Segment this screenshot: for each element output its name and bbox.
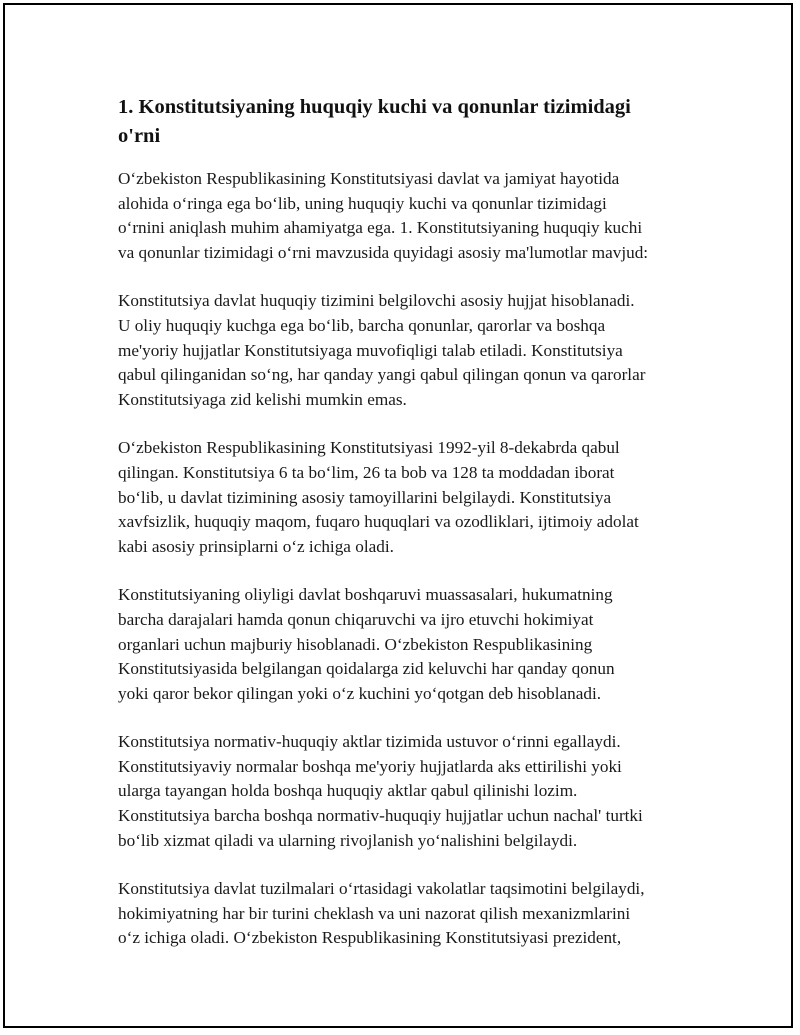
paragraph-line: kabi asosiy prinsiplarni o‘z ichiga oladi. — [118, 536, 394, 556]
paragraph-line: me'yoriy hujjatlar Konstitutsiyaga muvofiqligi talab etiladi. Konstitutsiya — [118, 340, 623, 360]
paragraph-line: yoki qaror bekor qilingan yoki o‘z kuchini yo‘qotgan deb hisoblanadi. — [118, 683, 602, 703]
paragraph-line: o‘z ichiga oladi. O‘zbekiston Respublikasining Konstitutsiyasi prezident, — [118, 928, 622, 948]
paragraph — [118, 730, 698, 853]
paragraph — [118, 877, 698, 951]
paragraph-line: Konstitutsiyaviy normalar boshqa me'yoriy hujjatlarda aks ettirilishi yoki — [118, 756, 622, 776]
document-body — [118, 93, 698, 975]
paragraph — [118, 167, 698, 265]
paragraph-line: hokimiyatning har bir turini cheklash va uni nazorat qilish mexanizmlarini — [118, 903, 631, 923]
paragraph-line: va qonunlar tizimidagi o‘rni mavzusida quyidagi asosiy ma'lumotlar mavjud: — [118, 242, 649, 262]
paragraph-line: Konstitutsiya davlat huquqiy tizimini belgilovchi asosiy hujjat hisoblanadi. — [118, 291, 635, 311]
paragraph — [118, 583, 698, 706]
paragraph-line: bo‘lib xizmat qiladi va ularning rivojlanish yo‘nalishini belgilaydi. — [118, 830, 578, 850]
paragraph-line: ularga tayangan holda boshqa huquqiy aktlar qabul qilinishi lozim. — [118, 781, 578, 801]
paragraph-line: qabul qilinganidan so‘ng, har qanday yangi qabul qilingan qonun va qarorlar — [118, 365, 646, 385]
paragraph-line: Konstitutsiyasida belgilangan qoidalarga zid keluvchi har qanday qonun — [118, 659, 615, 679]
paragraph — [118, 289, 698, 412]
paragraph-line: U oliy huquqiy kuchga ega bo‘lib, barcha qonunlar, qarorlar va boshqa — [118, 315, 606, 335]
paragraph-line: alohida o‘ringa ega bo‘lib, uning huquqiy kuchi va qonunlar tizimidagi — [118, 193, 607, 213]
paragraph-line: O‘zbekiston Respublikasining Konstitutsiyasi davlat va jamiyat hayotida — [118, 169, 620, 188]
paragraph-line: Konstitutsiya davlat tuzilmalari o‘rtasidagi vakolatlar taqsimotini belgilaydi, — [118, 879, 645, 899]
paragraph-line: qilingan. Konstitutsiya 6 ta bo‘lim, 26 ta bob va 128 ta moddadan iborat — [118, 462, 615, 482]
section-heading — [118, 93, 698, 151]
paragraph-line: organlari uchun majburiy hisoblanadi. O‘zbekiston Respublikasining — [118, 634, 593, 654]
paragraph-line: Konstitutsiya normativ-huquqiy aktlar tizimida ustuvor o‘rinni egallaydi. — [118, 732, 621, 752]
heading-line: o'rni — [118, 125, 161, 147]
paragraph-line: O‘zbekiston Respublikasining Konstitutsiyasi 1992-yil 8-dekabrda qabul — [118, 438, 620, 458]
paragraph-line: xavfsizlik, huquqiy maqom, fuqaro huquqlari va ozodliklari, ijtimoiy adolat — [118, 512, 639, 532]
paragraph-line: bo‘lib, u davlat tizimining asosiy tamoyillarini belgilaydi. Konstitutsiya — [118, 487, 612, 507]
paragraph-line: Konstitutsiyaning oliyligi davlat boshqaruvi muassasalari, hukumatning — [118, 585, 613, 605]
paragraph-line: o‘rnini aniqlash muhim ahamiyatga ega. 1. Konstitutsiyaning huquqiy kuchi — [118, 218, 643, 238]
paragraph — [118, 436, 698, 559]
paragraph-line: barcha darajalari hamda qonun chiqaruvchi va ijro etuvchi hokimiyat — [118, 609, 594, 629]
heading-line: 1. Konstitutsiyaning huquqiy kuchi va qonunlar tizimidagi — [118, 96, 631, 118]
paragraph-line: Konstitutsiya barcha boshqa normativ-huquqiy hujjatlar uchun nachal' turtki — [118, 806, 643, 826]
paragraph-line: Konstitutsiyaga zid kelishi mumkin emas. — [118, 389, 407, 409]
